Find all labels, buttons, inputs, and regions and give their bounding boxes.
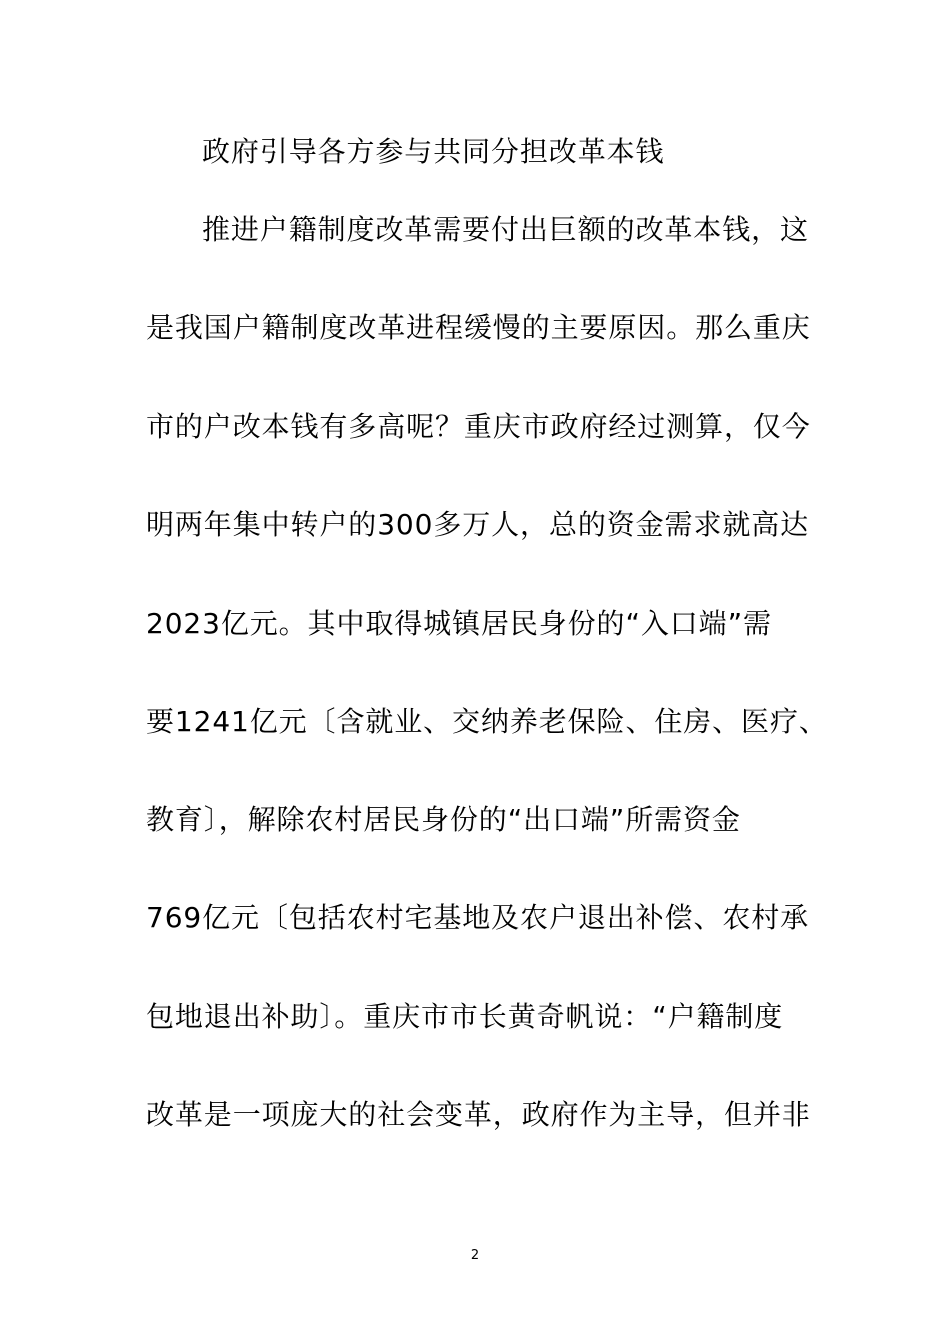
page-number: 2 bbox=[470, 1248, 480, 1263]
paragraph-line: 是我国户籍制度改革进程缓慢的主要原因。那么重庆 bbox=[146, 311, 811, 344]
paragraph-line: 教育〕，解除农村居民身份的“出口端”所需资金 bbox=[146, 803, 741, 836]
paragraph-line: 包地退出补助〕。重庆市市长黄奇帆说：“户籍制度 bbox=[146, 1000, 784, 1033]
section-heading: 政府引导各方参与共同分担改革本钱 bbox=[202, 135, 665, 168]
paragraph-line: 明两年集中转户的300多万人，总的资金需求就高达 bbox=[146, 508, 810, 541]
paragraph-line: 推进户籍制度改革需要付出巨额的改革本钱，这 bbox=[202, 213, 809, 246]
paragraph-line: 2023亿元。其中取得城镇居民身份的“入口端”需 bbox=[146, 607, 772, 640]
paragraph-line: 要1241亿元〔含就业、交纳养老保险、住房、医疗、 bbox=[146, 705, 828, 738]
paragraph-line: 改革是一项庞大的社会变革，政府作为主导，但并非 bbox=[146, 1098, 811, 1131]
paragraph-line: 市的户改本钱有多高呢？重庆市政府经过测算，仅今 bbox=[146, 410, 811, 443]
paragraph-line: 769亿元〔包括农村宅基地及农户退出补偿、农村承 bbox=[146, 901, 810, 934]
